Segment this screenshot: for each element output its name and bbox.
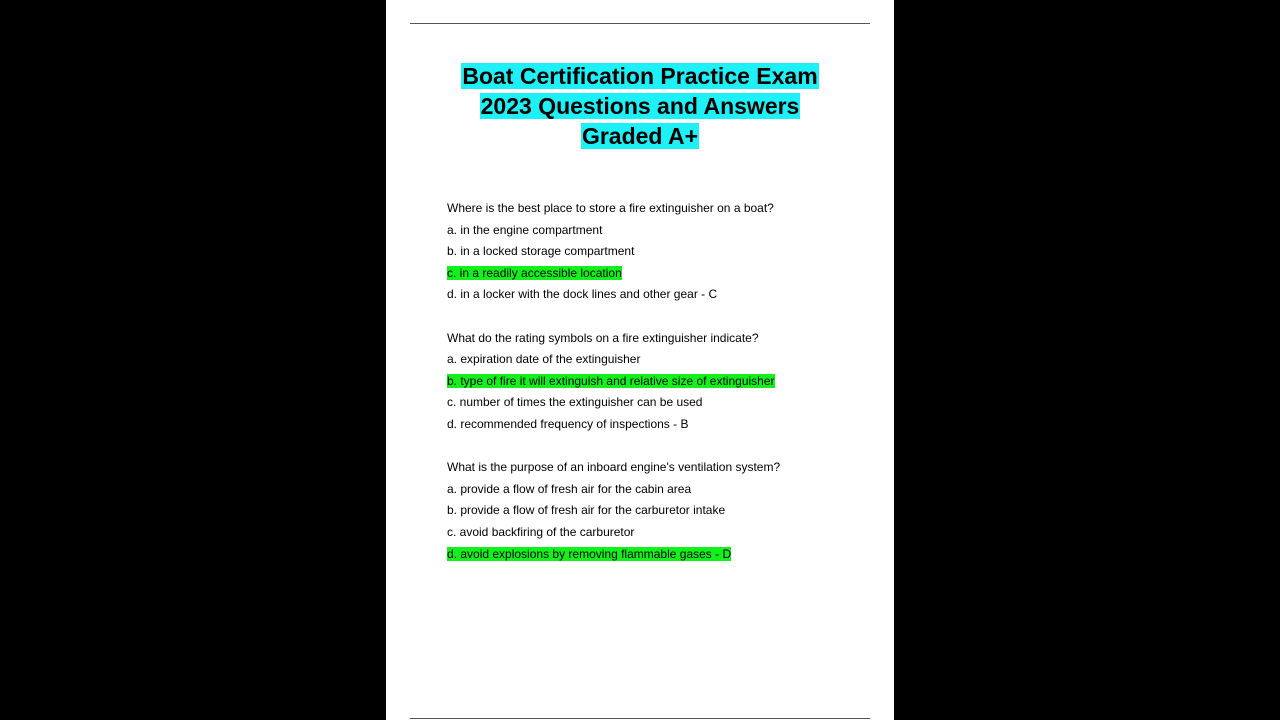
answer-option (447, 500, 867, 522)
answer-option-text: d. recommended frequency of inspections - B (447, 416, 689, 431)
question-block-1 (447, 198, 867, 306)
answer-option-text: d. in a locker with the dock lines and other gear - C (447, 287, 718, 302)
questions-section (447, 198, 867, 587)
answer-option-text: c. avoid backfiring of the carburetor (447, 524, 635, 539)
answer-option-text: a. in the engine compartment (447, 222, 603, 237)
answer-option (447, 392, 867, 414)
answer-option-text: b. provide a flow of fresh air for the carburetor intake (447, 503, 726, 518)
document-page (386, 0, 894, 720)
correct-answer-highlight: c. in a readily accessible location (447, 265, 622, 280)
answer-option (447, 241, 867, 263)
document-title (386, 61, 894, 151)
answer-option-correct (447, 263, 867, 285)
answer-option (447, 414, 867, 436)
answer-option-correct (447, 544, 867, 566)
answer-option (447, 349, 867, 371)
answer-option (447, 522, 867, 544)
answer-option-correct (447, 371, 867, 393)
answer-option (447, 220, 867, 242)
question-text: What is the purpose of an inboard engine's ventilation system? (447, 460, 781, 475)
title-line-2: 2023 Questions and Answers (480, 93, 800, 119)
top-divider (410, 23, 870, 24)
title-line-3: Graded A+ (581, 123, 699, 149)
correct-answer-highlight: b. type of fire it will extinguish and relative size of extinguisher (447, 373, 775, 388)
question-text: Where is the best place to store a fire extinguisher on a boat? (447, 201, 774, 215)
answer-option (447, 284, 867, 306)
answer-option (447, 479, 867, 501)
question-block-2 (447, 328, 867, 436)
answer-option-text: c. number of times the extinguisher can be used (447, 395, 703, 410)
title-line-1: Boat Certification Practice Exam (462, 63, 818, 89)
answer-option-text: a. expiration date of the extinguisher (447, 352, 641, 367)
answer-option-text: a. provide a flow of fresh air for the cabin area (447, 481, 692, 496)
answer-option-text: b. in a locked storage compartment (447, 244, 635, 259)
question-text: What do the rating symbols on a fire extinguisher indicate? (447, 330, 759, 345)
bottom-divider (410, 718, 870, 719)
question-block-3 (447, 457, 867, 565)
correct-answer-highlight: d. avoid explosions by removing flammable gases - D (447, 546, 732, 561)
